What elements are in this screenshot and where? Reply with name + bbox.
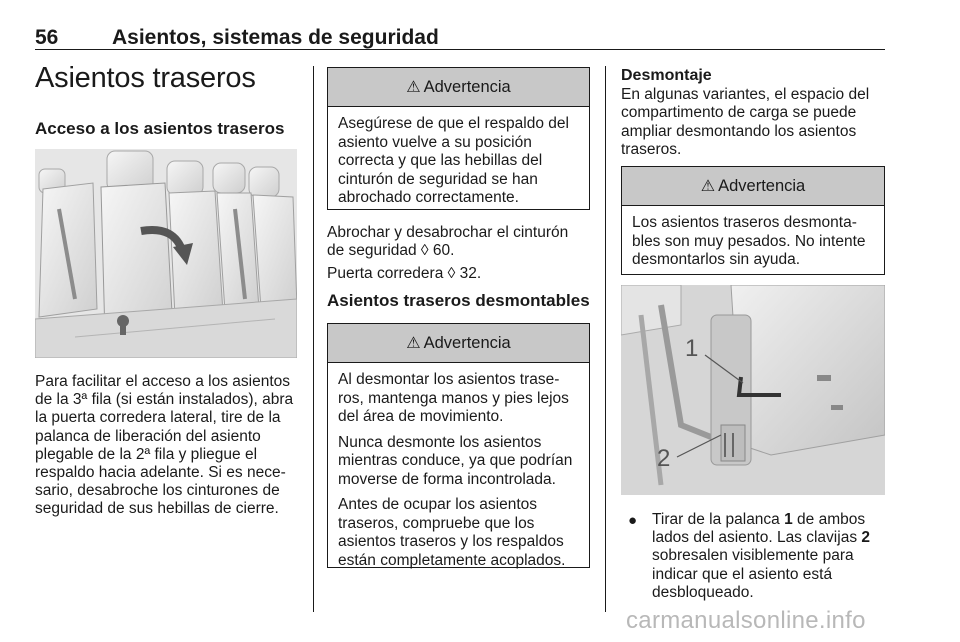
text-line: ros, mantenga manos y pies lejos: [338, 389, 569, 407]
text-line: moverse de forma incontrolada.: [338, 470, 556, 488]
text-line: [652, 529, 870, 548]
page-number: 56: [35, 26, 59, 49]
warning-body: [622, 206, 884, 270]
page-header: [35, 22, 885, 52]
text-line: seguridad de sus hebillas de cierre.: [35, 500, 279, 517]
text-line: traseros, compruebe que los: [338, 514, 535, 532]
figure-label-2: 2: [657, 445, 671, 472]
text-line: Los asientos traseros desmonta-: [632, 214, 857, 231]
text-line: ampliar desmontando los asientos: [621, 123, 857, 140]
text-line: asientos traseros y los respaldos: [338, 533, 564, 550]
header-divider: [35, 49, 885, 50]
column-divider-1: [313, 66, 314, 612]
warning-triangle-icon: ⚠: [406, 335, 421, 352]
text-line: bles son muy pesados. No intente: [632, 232, 866, 250]
text-line: sobresalen visiblemente para: [652, 547, 854, 564]
text-line: abrochado correctamente.: [338, 189, 519, 206]
text-line: indicar que el asiento está: [652, 566, 833, 583]
warning-triangle-icon: ⚠: [700, 178, 716, 195]
page-title: Asientos traseros: [35, 62, 256, 94]
warning-title: Advertencia: [423, 333, 511, 352]
warning-title: Advertencia: [423, 77, 511, 96]
text-line: de la 3ª fila (si están instalados), abra: [35, 391, 294, 408]
figure-label-1: 1: [685, 335, 699, 362]
crossref-sliding-door: Puerta corredera ◊ 32.: [327, 265, 482, 282]
text-line: Asegúrese de que el respaldo del: [338, 115, 569, 132]
warning-box-removal: [327, 323, 590, 568]
seat-latch-illustration: [621, 285, 885, 495]
warning-body: [328, 363, 589, 570]
text-line: Al desmontar los asientos trase-: [338, 371, 560, 388]
warning-header: [328, 324, 589, 363]
text-line: respaldo hacia adelante. Si es nece-: [35, 464, 286, 481]
column-divider-2: [605, 66, 606, 612]
warning-body: [328, 107, 589, 208]
warning-paragraph: [338, 434, 579, 490]
text-line: Nunca desmonte los asientos: [338, 433, 542, 451]
text-line: están completamente acoplados.: [338, 551, 566, 569]
text-line: Antes de ocupar los asientos: [338, 496, 538, 513]
text-line: del área de movimiento.: [338, 408, 504, 425]
text-line: [652, 511, 865, 530]
text-line: sario, desabroche los cinturones de: [35, 482, 280, 499]
text-line: Para facilitar el acceso a los asientos: [35, 373, 291, 390]
warning-title: Advertencia: [718, 176, 806, 195]
callout-number: 2: [861, 529, 870, 546]
text-line: asiento vuelve a su posición: [338, 133, 532, 151]
subheading-removal: Desmontaje: [621, 67, 712, 84]
warning-paragraph: [338, 496, 579, 570]
text-segment: lados del asiento. Las clavijas: [652, 529, 862, 546]
crossref-seatbelt-2: de seguridad ◊ 60.: [327, 242, 455, 259]
text-line: En algunas variantes, el espacio del: [621, 86, 870, 103]
warning-box-backrest: [327, 67, 590, 210]
text-line: mientras conduce, ya que podrían: [338, 452, 573, 469]
crossref-seatbelt: Abrochar y desabrochar el cinturón: [327, 224, 569, 241]
text-line: traseros.: [621, 141, 682, 158]
seat-illustration: [35, 149, 297, 358]
text-line: cinturón de seguridad se han: [338, 170, 538, 188]
text-line: compartimento de carga se puede: [621, 104, 857, 121]
text-segment: Tirar de la palanca: [652, 511, 785, 528]
subheading-access: Acceso a los asientos traseros: [35, 119, 285, 138]
watermark: carmanualsonline.info: [626, 607, 866, 634]
section-title: Asientos, sistemas de seguridad: [112, 26, 439, 49]
text-line: la puerta corredera lateral, tire de la: [35, 409, 281, 426]
text-segment: de ambos: [792, 511, 866, 528]
warning-header: [328, 68, 589, 107]
text-line: desbloqueado.: [652, 584, 754, 601]
warning-header: [622, 167, 884, 206]
warning-triangle-icon: ⚠: [406, 79, 421, 96]
bullet-dot: ●: [628, 512, 638, 529]
callout-number: 1: [784, 511, 793, 528]
warning-paragraph: [338, 371, 579, 427]
text-line: correcta y que las hebillas del: [338, 152, 543, 169]
text-line: palanca de liberación del asiento: [35, 428, 261, 445]
text-line: desmontarlos sin ayuda.: [632, 251, 801, 268]
subheading-removable: Asientos traseros desmontables: [327, 291, 590, 310]
warning-box-heavy: [621, 166, 885, 275]
text-line: plegable de la 2ª fila y pliegue el: [35, 446, 258, 463]
